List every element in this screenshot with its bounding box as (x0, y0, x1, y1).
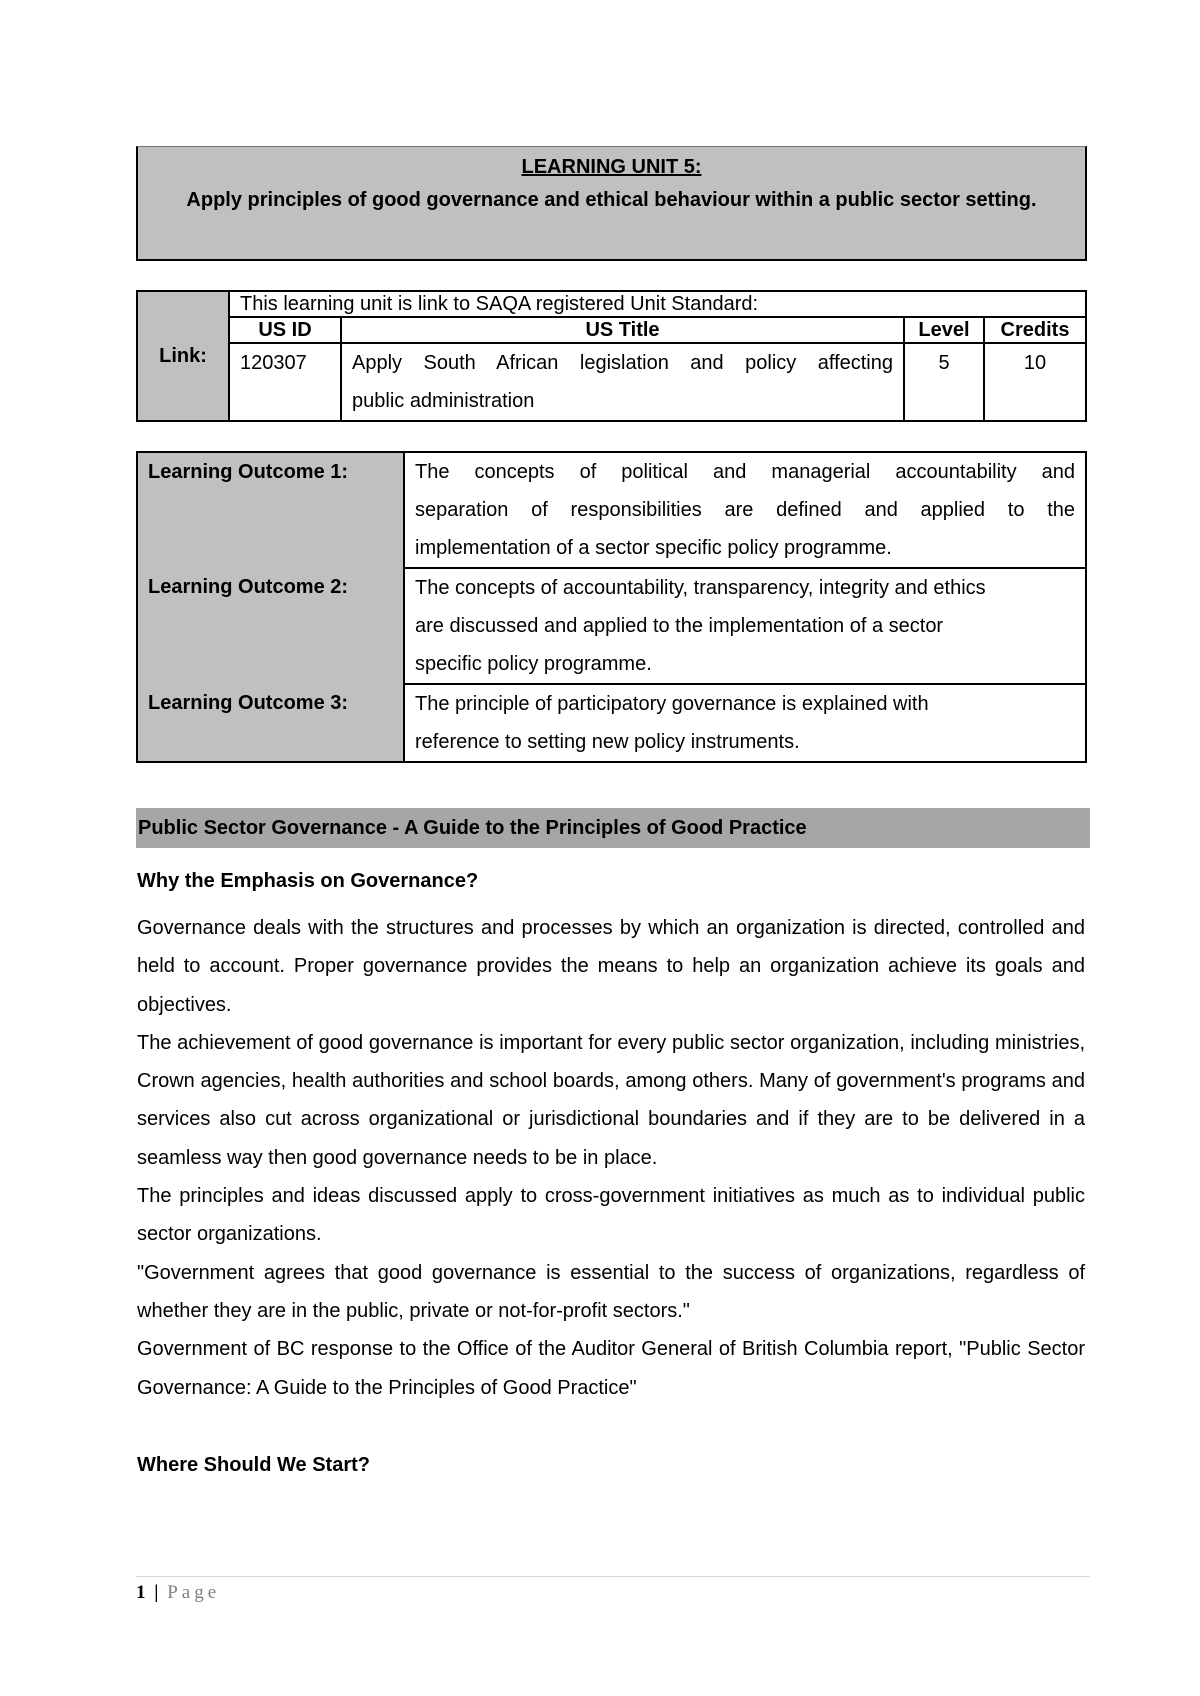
outcome-line: specific policy programme. (415, 653, 652, 675)
learning-outcomes-table (136, 451, 1087, 763)
learning-unit-header (136, 146, 1087, 261)
outcome-line: The principle of participatory governance is explained with (415, 693, 929, 715)
footer-divider (136, 1576, 1090, 1577)
outcome-line: The concepts of accountability, transparency, integrity and ethics (415, 577, 986, 599)
outcome-text (404, 684, 1086, 762)
outcome-label: Learning Outcome 3: (137, 684, 404, 762)
outcome-label: Learning Outcome 1: (137, 452, 404, 568)
paragraph: The achievement of good governance is important for every public sector organization, including ministries, Crown agencies, health authorities and school boards, among others. Many of government's programs and services also cut across organizational or jurisdictional boundaries and if they are to be delivered in a seamless way then good governance needs to be in place. (137, 1031, 1085, 1169)
outcome-text (404, 568, 1086, 684)
link-label: Link: (137, 291, 229, 421)
outcome-line: reference to setting new policy instruments. (415, 731, 800, 753)
outcome-line: The concepts of political and managerial accountability and (415, 461, 1075, 483)
credits-value: 10 (984, 343, 1086, 421)
outcome-label: Learning Outcome 2: (137, 568, 404, 684)
unit-subtitle: Apply principles of good governance and ethical behaviour within a public sector setting. (186, 189, 1037, 211)
footer-separator: | (154, 1582, 159, 1603)
heading-why-governance: Why the Emphasis on Governance? (137, 870, 479, 892)
heading-where-start: Where Should We Start? (137, 1454, 370, 1476)
paragraph: "Government agrees that good governance is essential to the success of organizations, regardless of whether they are in the public, private or not-for-profit sectors." (137, 1261, 1085, 1322)
outcome-row (137, 452, 1086, 568)
body-text (137, 909, 1085, 1407)
page-number: 1 (136, 1582, 146, 1603)
unit-standard-table (136, 290, 1087, 422)
paragraph: The principles and ideas discussed apply to cross-government initiatives as much as to individual public sector organizations. (137, 1185, 1085, 1246)
outcome-line: implementation of a sector specific policy programme. (415, 537, 892, 559)
outcome-row (137, 568, 1086, 684)
section-title: Public Sector Governance - A Guide to the Principles of Good Practice (136, 808, 1090, 848)
unit-standard-intro: This learning unit is link to SAQA registered Unit Standard: (229, 291, 1086, 317)
page-footer (136, 1582, 220, 1604)
us-title-value (341, 343, 904, 421)
header-us-id: US ID (229, 317, 341, 343)
outcome-line: separation of responsibilities are defined and applied to the (415, 499, 1075, 521)
level-value: 5 (904, 343, 984, 421)
outcome-line: are discussed and applied to the implementation of a sector (415, 615, 944, 637)
paragraph: Government of BC response to the Office of the Auditor General of British Columbia report, "Public Sector Governance: A Guide to the Principles of Good Practice" (137, 1338, 1085, 1399)
header-us-title: US Title (341, 317, 904, 343)
us-title-line-2: public administration (352, 390, 535, 412)
outcome-row (137, 684, 1086, 762)
header-credits: Credits (984, 317, 1086, 343)
us-title-line-1: Apply South African legislation and policy affecting (352, 352, 893, 374)
us-id-value: 120307 (229, 343, 341, 421)
unit-title: LEARNING UNIT 5: (521, 156, 702, 178)
page-label: Page (167, 1582, 221, 1603)
header-level: Level (904, 317, 984, 343)
outcome-text (404, 452, 1086, 568)
paragraph: Governance deals with the structures and processes by which an organization is directed, controlled and held to account. Proper governance provides the means to help an organization achieve its goals and objectives. (137, 917, 1085, 1016)
